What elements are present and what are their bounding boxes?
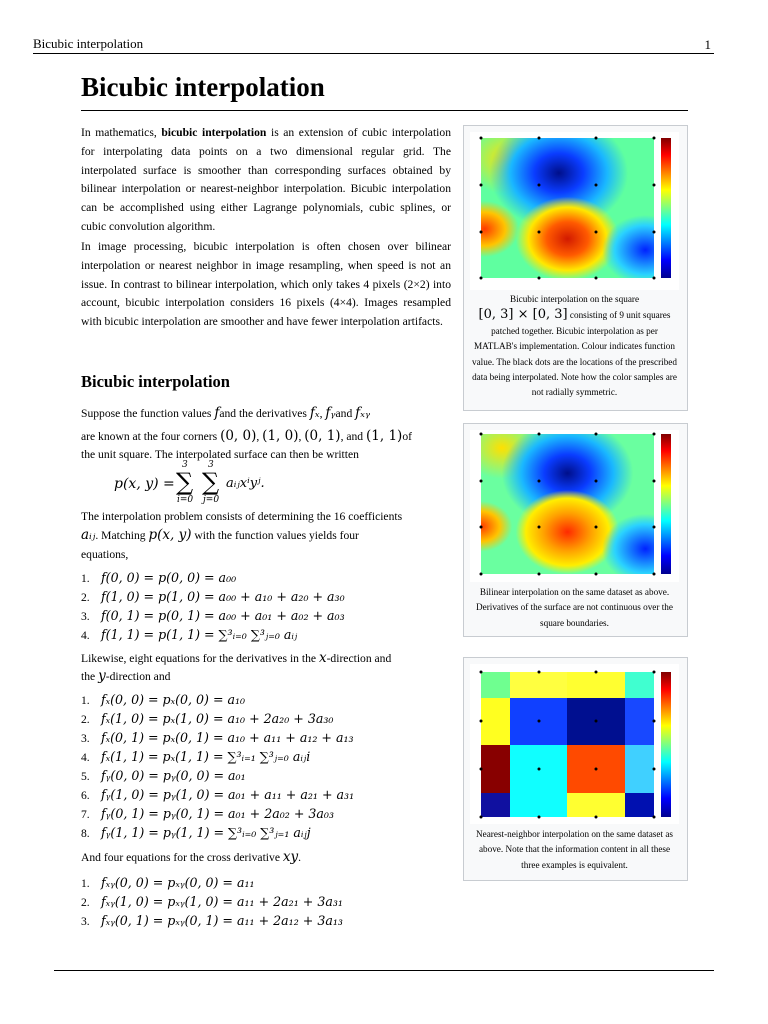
equation-number: 3.	[81, 610, 90, 623]
equation-item	[81, 587, 345, 606]
header-rule	[33, 53, 714, 54]
equation-item	[81, 785, 354, 804]
intro-bold-term: bicubic interpolation	[161, 126, 267, 139]
problem-line-3: equations,	[81, 548, 129, 561]
intro-text: is an extension of cubic interpolation for interpolating data points on a two dimensional regular grid. The interpolated surface is smoother than corresponding surfaces obtained by bilinear interpolation or nearest-neighbor interpolation. Bicubic interpolation can be accomplished using either Lagrange polynomials, cubic splines, or cubic convolution algorithm.	[81, 126, 451, 233]
sum-upper-limit: 3	[208, 460, 214, 470]
figure-bicubic-caption	[470, 292, 679, 401]
formula-lhs: p(x, y) =	[114, 476, 175, 492]
body-text: Likewise, eight equations for the derivatives in the	[81, 652, 317, 665]
math-corner: (1, 0)	[262, 428, 299, 444]
math-xy: xy	[282, 849, 299, 865]
suppose-line-2: are known at the four corners (0, 0), (1, 0), (0, 1), and (1, 1)of	[81, 428, 412, 444]
body-text: and	[346, 430, 364, 443]
equation-text: fₓᵧ(1, 0) = pₓᵧ(1, 0) = a₁₁ + 2a₂₁ + 3a₃₁	[101, 894, 343, 909]
body-text: And four equations for the cross derivative	[81, 851, 280, 864]
figure-nearest-neighbor	[463, 657, 688, 881]
figure-bilinear	[463, 423, 688, 637]
section-heading: Bicubic interpolation	[81, 372, 230, 391]
page-title: Bicubic interpolation	[81, 72, 325, 102]
equation-text: fₓᵧ(0, 1) = pₓᵧ(0, 1) = a₁₁ + 2a₁₂ + 3a₁₃	[101, 913, 343, 928]
sum-lower-limit: i=0	[177, 495, 194, 505]
equation-number: 4.	[81, 751, 90, 764]
math-pxy: p(x, y)	[148, 527, 192, 543]
intro-paragraph-1	[81, 124, 451, 237]
math-y: y	[98, 668, 106, 684]
problem-line-2	[81, 526, 453, 545]
equation-item	[81, 568, 236, 587]
math-f: f	[214, 405, 220, 421]
sum-symbol: ∑	[176, 468, 194, 496]
equation-item	[81, 690, 245, 709]
equation-text: fᵧ(1, 0) = pᵧ(1, 0) = a₀₁ + a₁₁ + a₂₁ + a₃₁	[101, 787, 355, 802]
title-rule	[81, 110, 688, 111]
equation-number: 2.	[81, 896, 90, 909]
equation-number: 2.	[81, 713, 90, 726]
caption-text: Bicubic interpolation on the square	[509, 294, 640, 304]
equation-number: 2.	[81, 591, 90, 604]
equation-item	[81, 728, 354, 747]
equation-item	[81, 823, 311, 842]
running-title: Bicubic interpolation	[33, 36, 144, 51]
equation-text: fₓᵧ(0, 0) = pₓᵧ(0, 0) = a₁₁	[101, 875, 255, 890]
equation-text: fᵧ(1, 1) = pᵧ(1, 1) = ∑³ᵢ₌₀ ∑³ⱼ₌₁ aᵢⱼj	[101, 825, 311, 840]
equation-text: fₓ(0, 1) = pₓ(0, 1) = a₁₀ + a₁₁ + a₁₂ + a₁₃	[101, 730, 354, 745]
suppose-line-1: Suppose the function values fand the derivatives fₓ, fᵧand fₓᵧ	[81, 405, 371, 421]
equation-item	[81, 911, 343, 930]
body-text: the	[81, 670, 96, 683]
math-corner: (1, 1)	[366, 428, 403, 444]
nearest-neighbor-heatmap-image	[470, 664, 679, 824]
page-number: 1	[704, 37, 711, 52]
equation-item	[81, 804, 334, 823]
caption-text: consisting of 9 unit squares patched together. Bicubic interpolation as per MATLAB's implementation. Colour indicates function value. The black dots are the locations of the prescribed data being interpolated. Note how the color samples are not radially symmetric.	[472, 310, 677, 398]
equation-text: fᵧ(0, 1) = pᵧ(0, 1) = a₀₁ + 2a₀₂ + 3a₀₃	[101, 806, 334, 821]
formula-term: aᵢⱼxⁱyʲ.	[226, 476, 265, 491]
equation-item	[81, 873, 255, 892]
equation-item	[81, 766, 246, 785]
equation-number: 3.	[81, 732, 90, 745]
body-text: are known at the four corners	[81, 430, 218, 443]
equation-item	[81, 709, 333, 728]
body-text: . Matching	[95, 529, 146, 542]
equation-item	[81, 892, 343, 911]
intro-text: In mathematics,	[81, 126, 162, 139]
equation-text: fₓ(1, 0) = pₓ(1, 0) = a₁₀ + 2a₂₀ + 3a₃₀	[101, 711, 334, 726]
footer-rule	[54, 970, 714, 971]
suppose-line-3: the unit square. The interpolated surface can then be written	[81, 448, 359, 461]
body-text: with the function values yields four	[194, 529, 359, 542]
equation-item	[81, 625, 297, 644]
math-fy: fᵧ	[325, 405, 336, 421]
sum-symbol: ∑	[202, 468, 220, 496]
equation-text: fₓ(0, 0) = pₓ(0, 0) = a₁₀	[101, 692, 246, 707]
math-x: x	[318, 650, 327, 666]
likewise-line-2	[81, 667, 453, 686]
cross-derivative-line: And four equations for the cross derivative xy.	[81, 849, 302, 865]
equation-text: f(0, 0) = p(0, 0) = a₀₀	[101, 570, 237, 585]
equation-number: 1.	[81, 694, 90, 707]
math-fx: fₓ	[309, 405, 320, 421]
body-text: Suppose the function values	[81, 407, 212, 420]
body-text: and	[335, 407, 353, 420]
body-text: -direction and	[326, 652, 392, 665]
equation-number: 3.	[81, 915, 90, 928]
equation-number: 4.	[81, 629, 90, 642]
equation-text: fᵧ(0, 0) = pᵧ(0, 0) = a₀₁	[101, 768, 246, 783]
equation-text: f(0, 1) = p(0, 1) = a₀₀ + a₀₁ + a₀₂ + a₀₃	[101, 608, 345, 623]
body-text: and the derivatives	[219, 407, 307, 420]
body-text: -direction and	[105, 670, 171, 683]
equation-item	[81, 747, 310, 766]
equation-number: 1.	[81, 572, 90, 585]
sum-lower-limit: j=0	[203, 495, 220, 505]
equation-number: 6.	[81, 789, 90, 802]
figure-bicubic	[463, 125, 688, 411]
equation-number: 8.	[81, 827, 90, 840]
bilinear-heatmap-image	[470, 430, 679, 582]
figure-nearest-neighbor-caption: Nearest-neighbor interpolation on the same dataset as above. Note that the information content in all these three examples is equivalent.	[476, 829, 673, 870]
sum-upper-limit: 3	[182, 460, 188, 470]
bicubic-heatmap-image	[470, 132, 679, 290]
equation-item	[81, 606, 345, 625]
equation-number: 1.	[81, 877, 90, 890]
equation-text: f(1, 1) = p(1, 1) = ∑³ᵢ₌₀ ∑³ⱼ₌₀ aᵢⱼ	[101, 627, 298, 642]
equation-text: fₓ(1, 1) = pₓ(1, 1) = ∑³ᵢ₌₁ ∑³ⱼ₌₀ aᵢⱼi	[101, 749, 311, 764]
equation-text: f(1, 0) = p(1, 0) = a₀₀ + a₁₀ + a₂₀ + a₃₀	[101, 589, 345, 604]
likewise-line-1	[81, 649, 453, 668]
intro-paragraph-2: In image processing, bicubic interpolation is often chosen over bilinear interpolation or nearest neighbor in image resampling, when speed is not an issue. In contrast to bilinear interpolation, which only takes 4 pixels (2×2) into account, bicubic interpolation considers 16 pixels (4×4). Images resampled with bicubic interpolation are smoother and have fewer interpolation artifacts.	[81, 240, 451, 329]
figure-bilinear-caption: Bilinear interpolation on the same dataset as above. Derivatives of the surface are not continuous over the square boundaries.	[476, 587, 673, 628]
bicubic-formula	[114, 462, 314, 506]
body-text: of	[402, 430, 412, 443]
equation-number: 7.	[81, 808, 90, 821]
caption-math: [0, 3] × [0, 3]	[478, 307, 568, 323]
math-aij: aᵢⱼ	[81, 527, 96, 543]
math-corner: (0, 1)	[304, 428, 341, 444]
math-corner: (0, 0)	[220, 428, 257, 444]
problem-line-1: The interpolation problem consists of determining the 16 coefficients	[81, 510, 403, 523]
equation-number: 5.	[81, 770, 90, 783]
math-fxy: fₓᵧ	[355, 405, 371, 421]
